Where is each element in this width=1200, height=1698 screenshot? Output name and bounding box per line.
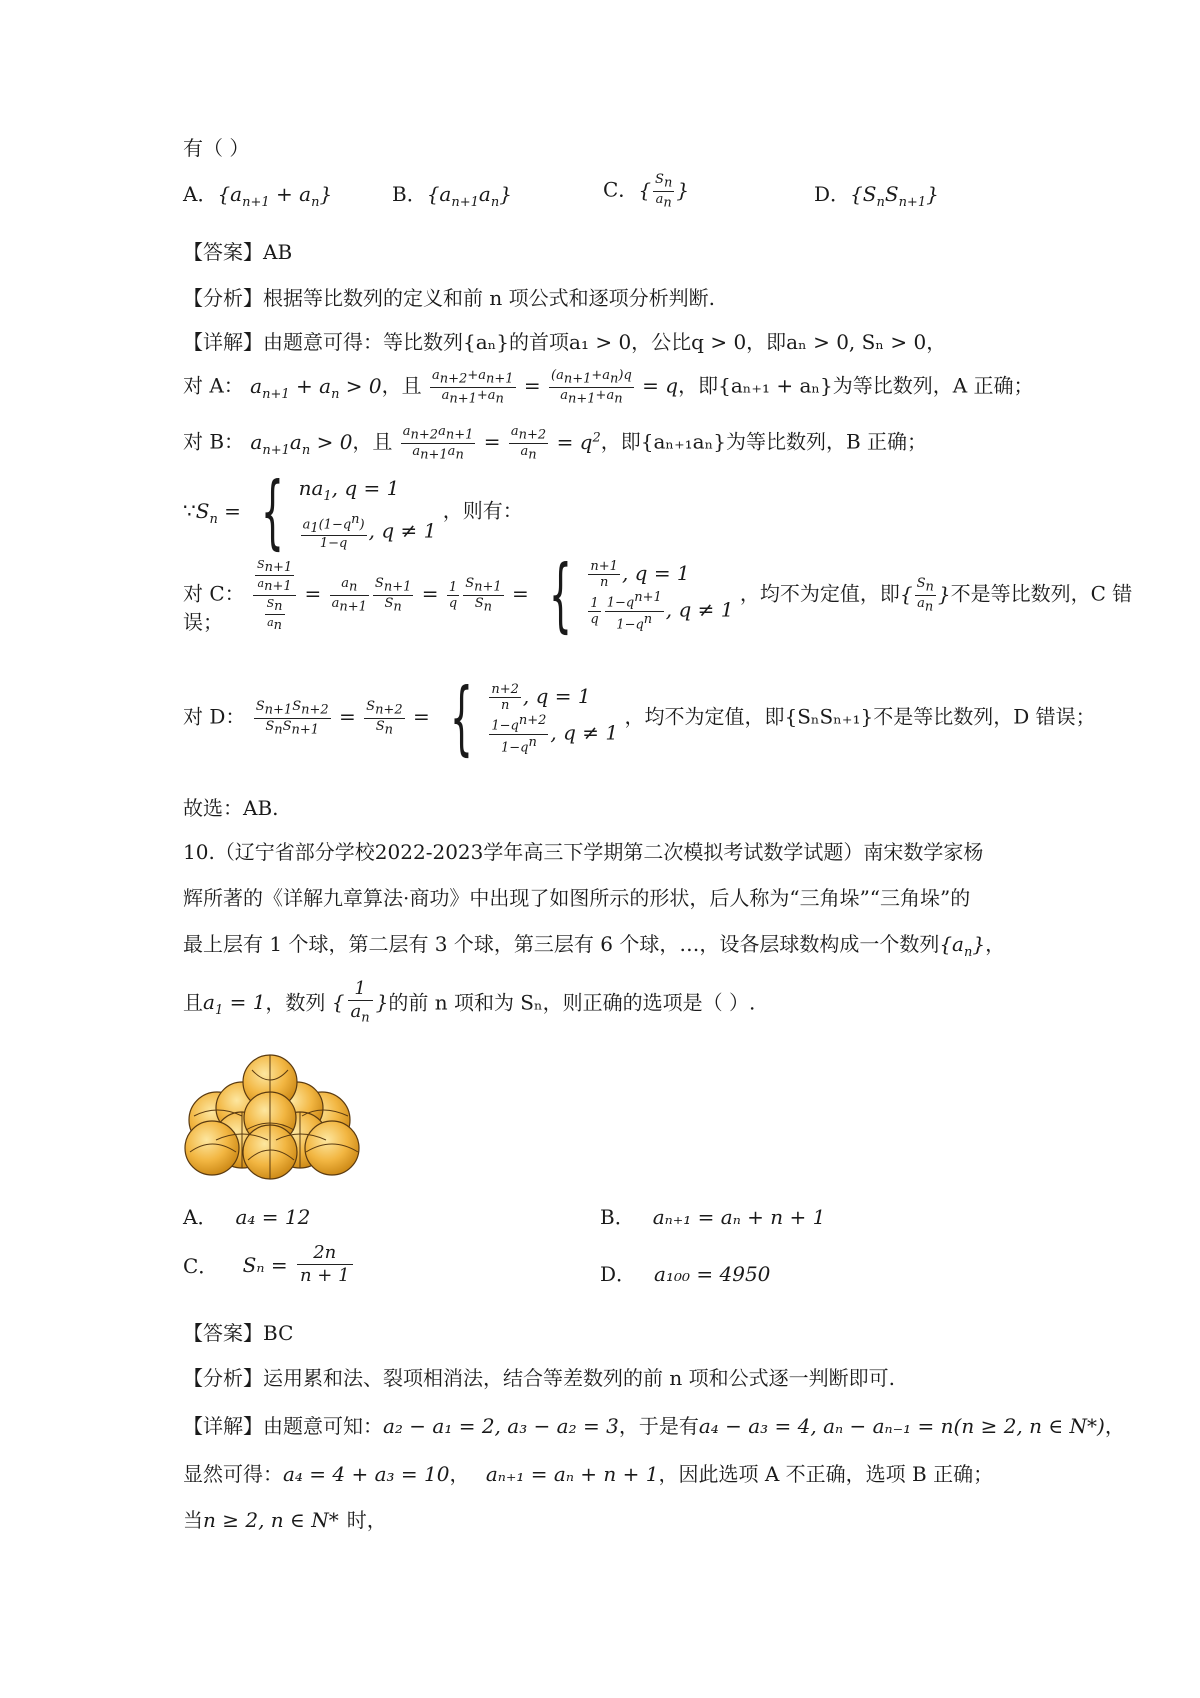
q9-line-d: 对 D： $\frac{S_{n+1}S_{n+2}}{S_nS_{n+1}}$ = $\frac{S_{n+2}}{S_n}$ = { $\frac{n+2}{n}$ , q = 1 $\frac{1-q^{n+2}}{1-q^n}$ , q ≠ 1 ，均不为定值，即{SₙSₙ₊₁}不是等比数列，D 错误； xyxy=(183,671,1096,764)
q10-line1: 10.（辽宁省部分学校2022-2023学年高三下学期第二次模拟考试数学试题）南宋数学家杨 xyxy=(183,840,984,864)
q10-option-c: C． Sₙ = $\frac{2n}{n + 1}$ xyxy=(183,1242,356,1287)
q10-detail-line2: 显然可得：a₄ = 4 + a₃ = 10， aₙ₊₁ = aₙ + n + 1，因此选项 A 不正确，选项 B 正确； xyxy=(183,1462,994,1486)
ball-pyramid-image xyxy=(182,1040,362,1180)
q9-line-c: 对 C： $\frac{\frac{S_{n+1}}{a_{n+1}}}{\frac{S_n}{a_n}}$ = $\frac{a_n}{a_{n+1}}$ $\frac{S_{n+1}}{S_n}$ = $\frac{1}{q}$ $\frac{S_{n+1}}{S_n}$ = { $\frac{n+1}{n}$ , q = 1 $\frac{1}{q}$ $\frac{1-q^{n+1}}{1-q^n}$ , q ≠ 1 ，均不为定值，即{ $\frac{S_n}{a_n}$ }不是等比数列，C 错 xyxy=(183,548,1133,641)
q9-line-a: 对 A： $a_{n+1} + a_n > 0$，且 $\frac{a_{n+2}+a_{n+1}}{a_{n+1}+a_n}$ = $\frac{(a_{n+1}+a_n)q}{a_{n+1}+a_n}$ = q，即{aₙ₊₁ + aₙ}为等比数列，A 正确； xyxy=(183,368,1034,407)
q9-final: 故选：AB. xyxy=(183,796,279,820)
q9-detail-line1: 【详解】由题意可得：等比数列{aₙ}的首项a₁ > 0，公比q > 0，即aₙ > 0, Sₙ > 0， xyxy=(183,330,947,354)
q9-option-c: C．{ $\frac{S_n}{a_n}$ } xyxy=(603,172,690,211)
q9-analysis: 【分析】根据等比数列的定义和前 n 项公式和逐项分析判断. xyxy=(183,286,715,310)
q9-line-c-wrap: 误； xyxy=(183,610,223,634)
q10-analysis: 【分析】运用累和法、裂项相消法，结合等差数列的前 n 项和公式逐一判断即可. xyxy=(183,1366,895,1390)
q9-option-b: B．$\{a_{n+1}a_n\}$ xyxy=(392,182,512,210)
q10-answer: 【答案】BC xyxy=(183,1321,294,1345)
q10-line2: 辉所著的《详解九章算法·商功》中出现了如图所示的形状，后人称为“三角垛”“三角垛”的 xyxy=(183,886,971,910)
q10-line3: 最上层有 1 个球，第二层有 3 个球，第三层有 6 个球，…，设各层球数构成一个数列$\{a_n\}$， xyxy=(183,932,1006,960)
q10-detail-line3: 当n ≥ 2, n ∈ N* 时， xyxy=(183,1508,387,1532)
q9-line-b: 对 B： $a_{n+1}a_n > 0$，且 $\frac{a_{n+2}a_{n+1}}{a_{n+1}a_n}$ = $\frac{a_{n+2}}{a_n}$ = $q^2$，即{aₙ₊₁aₙ}为等比数列，B 正确； xyxy=(183,424,927,463)
q10-line4: 且$a_1 = 1$，数列 { $\frac{1}{a_n}$ }的前 n 项和为 Sₙ，则正确的选项是（ ）. xyxy=(183,978,756,1026)
q9-option-d: D．$\{S_nS_{n+1}\}$ xyxy=(814,182,939,210)
q9-option-a: A．$\{a_{n+1} + a_n\}$ xyxy=(183,182,333,210)
q9-sn-formula: $\because S_n$ = { $na_1$, q = 1 $\frac{a_1(1-q^n)}{1-q}$ , q ≠ 1 ，则有： xyxy=(183,465,523,558)
q10-detail-line1: 【详解】由题意可知：a₂ − a₁ = 2, a₃ − a₂ = 3，于是有a₄ − a₃ = 4, aₙ − aₙ₋₁ = n(n ≥ 2, n ∈ N*)， xyxy=(183,1414,1125,1438)
q9-answer: 【答案】AB xyxy=(183,240,293,264)
q10-option-b: B． aₙ₊₁ = aₙ + n + 1 xyxy=(600,1205,826,1229)
q10-option-d: D． a₁₀₀ = 4950 xyxy=(600,1262,771,1286)
q9-stem-tail: 有（ ） xyxy=(183,136,250,160)
q10-option-a: A． a₄ = 12 xyxy=(183,1205,311,1229)
